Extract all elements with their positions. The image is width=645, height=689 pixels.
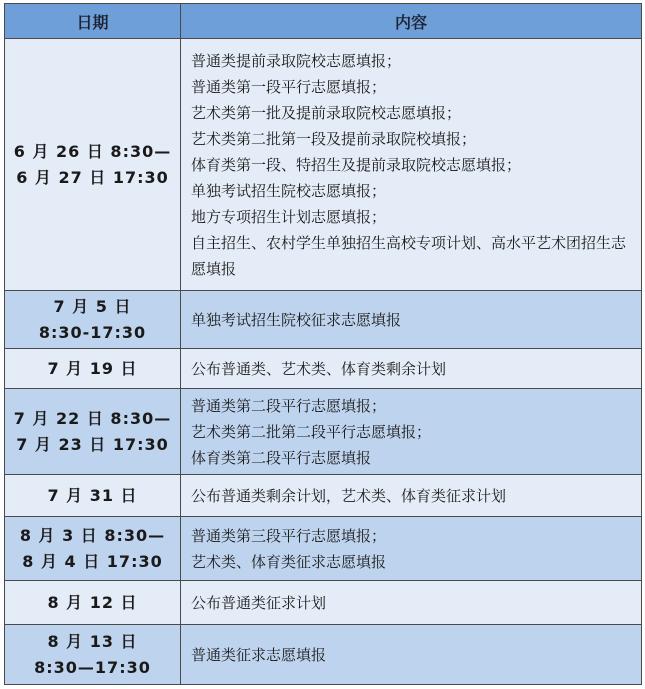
date-line: 8:30-17:30 — [38, 322, 147, 342]
date-column-header: 日期 — [5, 4, 181, 39]
content-line: 艺术类、体育类征求志愿填报 — [191, 552, 387, 571]
date-cell — [5, 625, 181, 685]
content-cell — [181, 389, 642, 475]
table-row — [5, 475, 642, 517]
content-line: 普通类第一段平行志愿填报； — [191, 77, 387, 96]
content-line: 普通类第二段平行志愿填报； — [191, 396, 387, 415]
date-line: 8 月 12 日 — [47, 592, 138, 612]
content-line: 体育类第一段、特招生及提前录取院校志愿填报； — [191, 155, 522, 174]
date-line: 7 月 31 日 — [47, 485, 138, 505]
content-cell — [181, 475, 642, 517]
date-cell — [5, 349, 181, 389]
content-cell — [181, 291, 642, 349]
table-row — [5, 349, 642, 389]
content-line: 普通类提前录取院校志愿填报； — [191, 51, 402, 70]
date-cell — [5, 39, 181, 291]
content-cell — [181, 581, 642, 625]
content-line: 公布普通类剩余计划，艺术类、体育类征求计划 — [191, 486, 507, 505]
table-row — [5, 517, 642, 581]
content-line: 单独考试招生院校征求志愿填报 — [191, 310, 402, 329]
date-cell — [5, 581, 181, 625]
date-line: 7 月 22 日 8:30— — [13, 408, 172, 428]
date-line: 7 月 23 日 17:30 — [16, 434, 169, 454]
table-header-row — [5, 4, 642, 39]
schedule-table-container — [4, 3, 641, 686]
content-line: 地方专项招生计划志愿填报； — [191, 207, 387, 226]
content-line: 普通类征求志愿填报 — [191, 645, 327, 664]
date-line: 7 月 19 日 — [47, 358, 138, 378]
table-row — [5, 389, 642, 475]
table-row — [5, 291, 642, 349]
content-line: 自主招生、农村学生单独招生高校专项计划、高水平艺术团招生志愿填报 — [191, 233, 627, 278]
date-cell — [5, 291, 181, 349]
content-line: 体育类第二段平行志愿填报 — [191, 448, 372, 467]
date-line: 8 月 3 日 8:30— — [19, 525, 166, 545]
content-line: 艺术类第二批第一段及提前录取院校填报； — [191, 129, 477, 148]
content-line: 公布普通类、艺术类、体育类剩余计划 — [191, 359, 447, 378]
content-cell — [181, 625, 642, 685]
table-row — [5, 581, 642, 625]
date-cell — [5, 475, 181, 517]
content-line: 普通类第三段平行志愿填报； — [191, 526, 387, 545]
date-cell — [5, 389, 181, 475]
content-line: 公布普通类征求计划 — [191, 593, 327, 612]
date-line: 6 月 27 日 17:30 — [16, 167, 169, 187]
date-line: 6 月 26 日 8:30— — [13, 141, 172, 161]
date-cell — [5, 517, 181, 581]
date-line: 8 月 4 日 17:30 — [22, 551, 163, 571]
admission-schedule-table — [4, 3, 642, 685]
table-row — [5, 625, 642, 685]
content-line: 艺术类第二批第二段平行志愿填报； — [191, 422, 432, 441]
content-cell — [181, 517, 642, 581]
table-row — [5, 39, 642, 291]
content-line: 单独考试招生院校志愿填报； — [191, 181, 387, 200]
content-line: 艺术类第一批及提前录取院校志愿填报； — [191, 103, 462, 122]
content-cell — [181, 349, 642, 389]
date-line: 7 月 5 日 — [53, 296, 132, 316]
date-line: 8 月 13 日 — [47, 631, 138, 651]
content-column-header: 内容 — [181, 4, 642, 39]
date-line: 8:30—17:30 — [34, 657, 151, 677]
content-cell — [181, 39, 642, 291]
